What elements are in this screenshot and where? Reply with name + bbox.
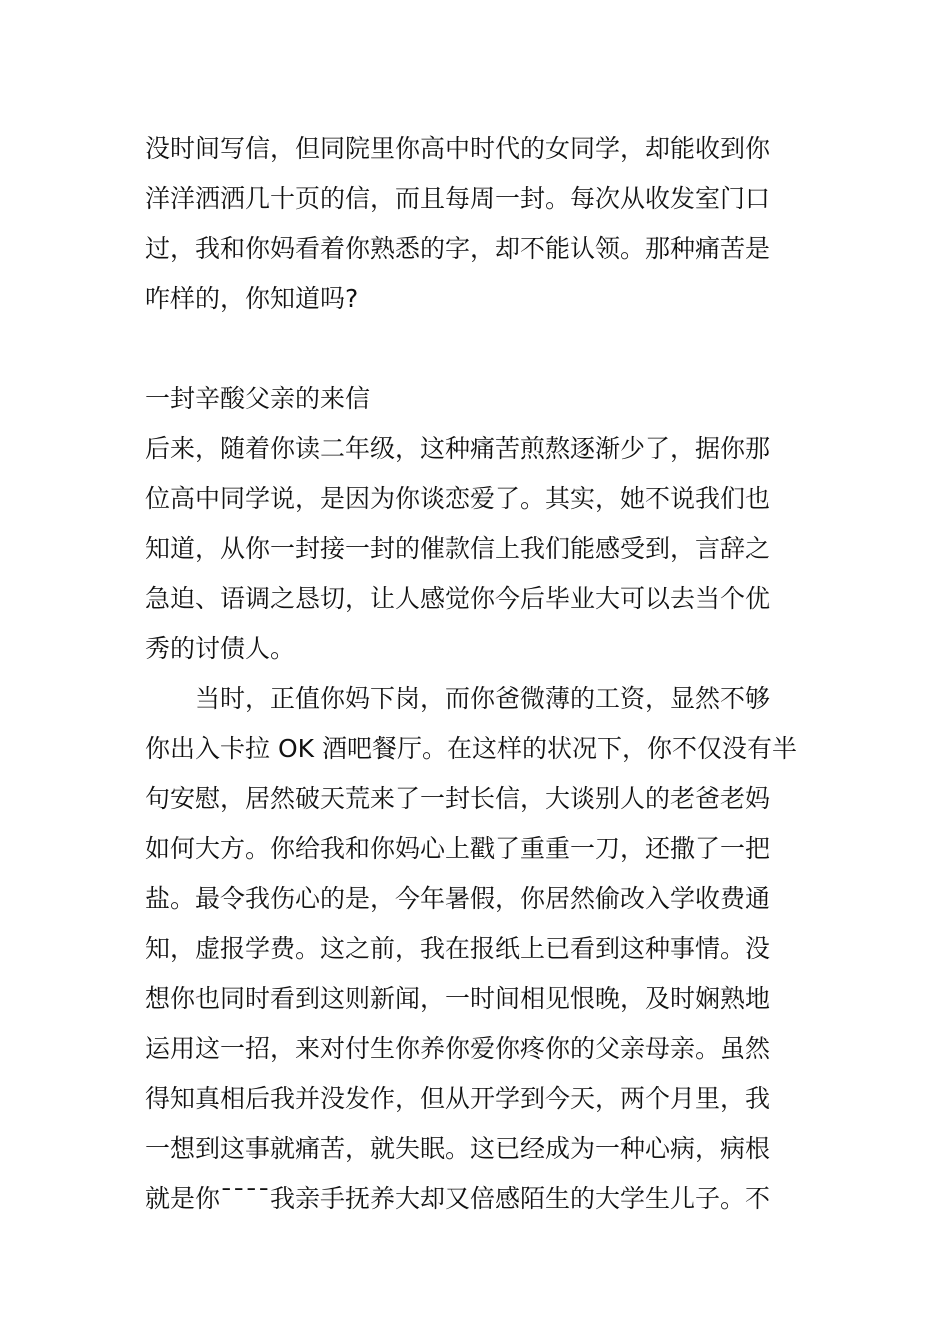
paragraph-line: 你出入卡拉 OK 酒吧餐厅。在这样的状况下，你不仅没有半	[145, 734, 797, 763]
paragraph-line: 句安慰，居然破天荒来了一封长信，大谈别人的老爸老妈	[145, 784, 771, 813]
paragraph-line: 急迫、语调之恳切，让人感觉你今后毕业大可以去当个优	[145, 584, 771, 613]
paragraph-line: 过，我和你妈看着你熟悉的字，却不能认领。那种痛苦是	[145, 234, 771, 263]
paragraph-line: 后来，随着你读二年级，这种痛苦煎熬逐渐少了，据你那	[145, 434, 771, 463]
paragraph-line: 当时，正值你妈下岗，而你爸微薄的工资，显然不够	[195, 684, 771, 713]
paragraph-line: 就是你¯¯¯¯我亲手抚养大却又倍感陌生的大学生儿子。不	[145, 1184, 771, 1213]
paragraph-3	[145, 674, 807, 1224]
paragraph-line: 一想到这事就痛苦，就失眠。这已经成为一种心病，病根	[145, 1134, 771, 1163]
paragraph-line: 秀的讨债人。	[145, 634, 296, 663]
paragraph-line: 没时间写信，但同院里你高中时代的女同学，却能收到你	[145, 134, 771, 163]
paragraph-line: 运用这一招，来对付生你养你爱你疼你的父亲母亲。虽然	[145, 1034, 771, 1063]
paragraph-line: 知，虚报学费。这之前，我在报纸上已看到这种事情。没	[145, 934, 771, 963]
paragraph-line: 如何大方。你给我和你妈心上戳了重重一刀，还撒了一把	[145, 834, 771, 863]
paragraph-line: 洋洋洒洒几十页的信，而且每周一封。每次从收发室门口	[145, 184, 771, 213]
paragraph-2	[145, 424, 807, 674]
section-heading	[145, 374, 807, 424]
paragraph-line: 得知真相后我并没发作，但从开学到今天，两个月里，我	[145, 1084, 771, 1113]
paragraph-line: 盐。最令我伤心的是，今年暑假，你居然偷改入学收费通	[145, 884, 771, 913]
paragraph-line: 位高中同学说，是因为你谈恋爱了。其实，她不说我们也	[145, 484, 771, 513]
paragraph-line: 知道，从你一封接一封的催款信上我们能感受到，言辞之	[145, 534, 771, 563]
paragraph-line: 咋样的，你知道吗?	[145, 284, 359, 313]
heading-text: 一封辛酸父亲的来信	[145, 384, 371, 413]
paragraph-line: 想你也同时看到这则新闻，一时间相见恨晚，及时娴熟地	[145, 984, 771, 1013]
paragraph-1	[145, 124, 807, 324]
